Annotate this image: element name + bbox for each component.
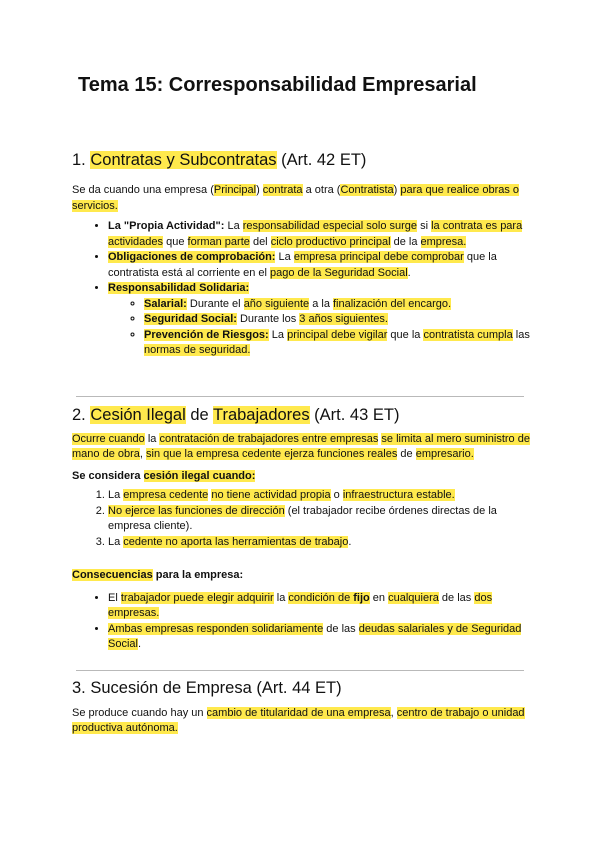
cesion-conditions-list — [72, 488, 534, 550]
section-3-intro: Se produce cuando hay un cambio de titularidad de una empresa, centro de trabajo o unidad productiva autónoma. — [72, 706, 525, 734]
consecuencias-label: Consecuencias para la empresa: — [72, 569, 244, 581]
solidaria-sublist — [108, 297, 534, 359]
page-title: Tema 15: Corresponsabilidad Empresarial — [78, 74, 477, 96]
list-item-obligaciones: • Obligaciones de comprobación: La empresa principal debe comprobar que la contratista está al corriente en el pago de la Seguridad Social. — [108, 250, 534, 281]
consecuencias-list — [72, 591, 534, 653]
consequence-item: • Ambas empresas responden solidariamente de las deudas salariales y de Seguridad Social. — [108, 622, 534, 653]
section-divider — [76, 396, 524, 397]
section-2-heading: 2. Cesión Ilegal de Trabajadores (Art. 43 ET) — [72, 405, 400, 424]
document-body — [72, 148, 534, 737]
sublist-item-salarial: ◦ Salarial: Durante el año siguiente a la finalización del encargo. — [144, 297, 534, 313]
sublist-item-prevencion: ◦ Prevención de Riesgos: La principal debe vigilar que la contratista cumpla las normas de seguridad. — [144, 328, 534, 359]
section-1-intro: Se da cuando una empresa (Principal) contrata a otra (Contratista) para que realice obras o servicios. — [72, 184, 520, 212]
condition-item: 2. No ejerce las funciones de dirección (el trabajador recibe órdenes directas de la empresa cliente). — [108, 504, 534, 535]
section-1-heading: 1. Contratas y Subcontratas (Art. 42 ET) — [72, 151, 367, 169]
list-item-propia-actividad: • La "Propia Actividad": La responsabilidad especial solo surge si la contrata es para actividades que forman parte del ciclo productivo principal de la empresa. — [108, 219, 534, 250]
sublist-item-seguridad-social: ◦ Seguridad Social: Durante los 3 años siguientes. — [144, 312, 534, 328]
section-3-heading: 3. Sucesión de Empresa (Art. 44 ET) — [72, 678, 342, 697]
condition-item: 3. La cedente no aporta las herramientas de trabajo. — [108, 535, 534, 551]
cesion-conditions-label: Se considera cesión ilegal cuando: — [72, 469, 256, 482]
list-item-responsabilidad-solidaria: • Responsabilidad Solidaria: ◦ Salarial: Durante el año siguiente a la finalización del encargo. ◦ Seguridad Social: Durante los 3 años siguientes. ◦ Prevención de Riesgos: La principal debe vigilar que la contratista cumpla las normas de seguridad. — [108, 281, 534, 359]
section-divider — [76, 670, 524, 671]
section-1-list — [72, 219, 534, 359]
condition-item: 1. La empresa cedente no tiene actividad propia o infraestructura estable. — [108, 488, 534, 504]
section-2-intro: Ocurre cuando la contratación de trabajadores entre empresas se limita al mero suministro de mano de obra, sin que la empresa cedente ejerza funciones reales de empresario. — [72, 432, 530, 460]
consequence-item: • El trabajador puede elegir adquirir la condición de fijo en cualquiera de las dos empresas. — [108, 591, 534, 622]
